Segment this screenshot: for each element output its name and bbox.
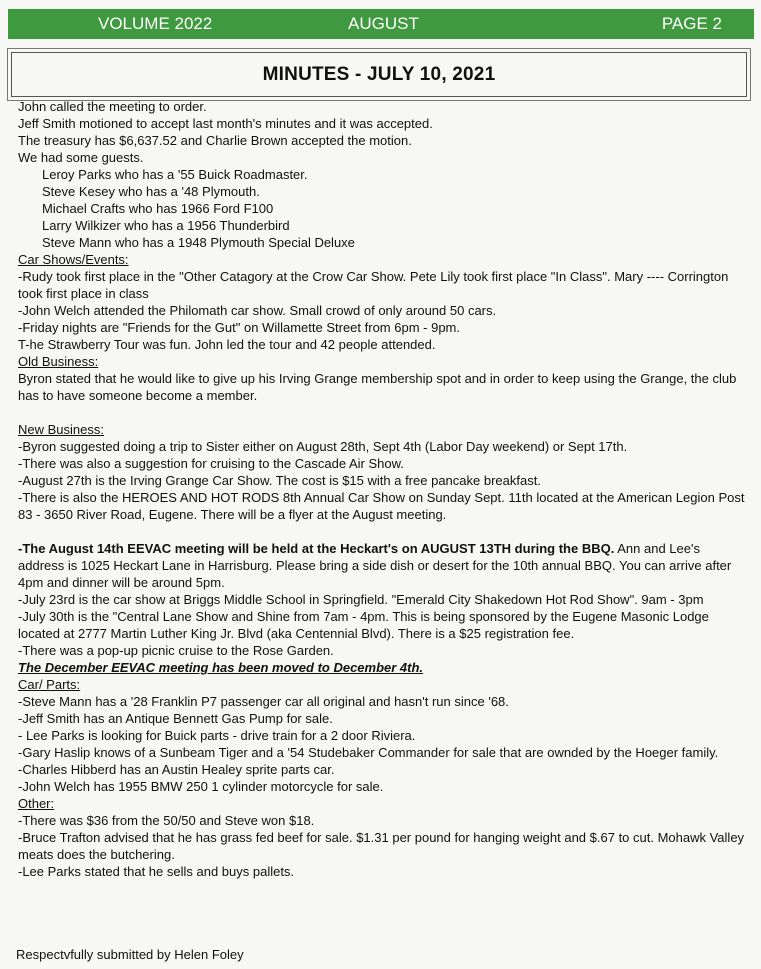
other-item: -There was $36 from the 50/50 and Steve won $18.: [18, 813, 315, 828]
new-business-item: -There is also the HEROES AND HOT RODS 8th Annual Car Show on Sunday Sept. 11th located at the American Legion Post 83 - 3650 River Road, Eugene. There will be a flyer at the August meeting.: [18, 490, 745, 522]
minutes-title-box: [11, 52, 747, 97]
minutes-body: [18, 98, 748, 880]
opening-line: John called the meeting to order.: [18, 99, 207, 114]
car-parts-item: -Jeff Smith has an Antique Bennett Gas Pump for sale.: [18, 711, 333, 726]
volume-label: VOLUME 2022: [98, 14, 213, 33]
car-parts-heading: Car/ Parts:: [18, 677, 81, 692]
car-parts-item: -John Welch has 1955 BMW 250 1 cylinder motorcycle for sale.: [18, 779, 384, 794]
bbq-details: Ann and Lee's address is 1025 Heckart Lane in Harrisburg. Please bring a side dish or desert for the 10th annual BBQ. You can arrive after 4pm and dinner will be around 5pm.: [18, 541, 732, 590]
guest-item: Leroy Parks who has a '55 Buick Roadmaster.: [42, 167, 308, 182]
new-business-item: -There was a pop-up picnic cruise to the Rose Garden.: [18, 643, 334, 658]
other-heading: Other:: [18, 796, 55, 811]
opening-line: Jeff Smith motioned to accept last month's minutes and it was accepted.: [18, 116, 433, 131]
new-business-item: -July 23rd is the car show at Briggs Middle School in Springfield. "Emerald City Shakedown Hot Rod Show". 9am - 3pm: [18, 592, 704, 607]
guest-item: Steve Mann who has a 1948 Plymouth Special Deluxe: [42, 235, 355, 250]
car-show-item: -John Welch attended the Philomath car show. Small crowd of only around 50 cars.: [18, 303, 497, 318]
old-business-text: Byron stated that he would like to give up his Irving Grange membership spot and in order to keep using the Grange, the club has to have someone become a member.: [18, 371, 737, 403]
car-show-item: T-he Strawberry Tour was fun. John led the tour and 42 people attended.: [18, 337, 436, 352]
car-show-item: -Rudy took first place in the "Other Catagory at the Crow Car Show. Pete Lily took first place "In Class". Mary ---- Corrington took first place in class: [18, 269, 729, 301]
bbq-announcement: [18, 540, 748, 591]
other-item: -Lee Parks stated that he sells and buys pallets.: [18, 864, 295, 879]
car-parts-item: -Steve Mann has a '28 Franklin P7 passenger car all original and hasn't run since '68.: [18, 694, 509, 709]
signature-line: Respectvfully submitted by Helen Foley: [16, 947, 244, 962]
newsletter-header-bar: [8, 9, 754, 39]
guest-item: Steve Kesey who has a '48 Plymouth.: [42, 184, 260, 199]
bbq-bold-text: -The August 14th EEVAC meeting will be held at the Heckart's on AUGUST 13TH during the BBQ.: [18, 541, 615, 556]
opening-line: The treasury has $6,637.52 and Charlie Brown accepted the motion.: [18, 133, 412, 148]
car-parts-item: -Gary Haslip knows of a Sunbeam Tiger and a '54 Studebaker Commander for sale that are ownded by the Hoeger family.: [18, 745, 719, 760]
december-meeting-note: The December EEVAC meeting has been moved to December 4th.: [18, 660, 424, 675]
opening-line: We had some guests.: [18, 150, 144, 165]
spacer: [18, 404, 748, 421]
other-item: -Bruce Trafton advised that he has grass fed beef for sale. $1.31 per pound for hanging weight and $.67 to cut. Mohawk Valley meats does the butchering.: [18, 830, 745, 862]
spacer: [18, 523, 748, 540]
page-title: MINUTES - JULY 10, 2021: [262, 64, 496, 85]
page-number-label: PAGE 2: [661, 14, 722, 33]
old-business-heading: Old Business:: [18, 354, 99, 369]
car-parts-item: - Lee Parks is looking for Buick parts - drive train for a 2 door Riviera.: [18, 728, 416, 743]
new-business-item: -July 30th is the "Central Lane Show and Shine from 7am - 4pm. This is being sponsored by the Eugene Masonic Lodge located at 2777 Martin Luther King Jr. Blvd (aka Centennial Blvd). There is a $25 registration fee.: [18, 609, 709, 641]
guest-item: Michael Crafts who has 1966 Ford F100: [42, 201, 274, 216]
month-label: AUGUST: [348, 14, 419, 33]
new-business-item: -There was also a suggestion for cruising to the Cascade Air Show.: [18, 456, 404, 471]
new-business-item: -August 27th is the Irving Grange Car Show. The cost is $15 with a free pancake breakfast.: [18, 473, 541, 488]
car-shows-heading: Car Shows/Events:: [18, 252, 129, 267]
car-show-item: -Friday nights are "Friends for the Gut" on Willamette Street from 6pm - 9pm.: [18, 320, 460, 335]
new-business-heading: New Business:: [18, 422, 104, 437]
guest-item: Larry Wilkizer who has a 1956 Thunderbird: [42, 218, 290, 233]
car-parts-item: -Charles Hibberd has an Austin Healey sprite parts car.: [18, 762, 335, 777]
new-business-item: -Byron suggested doing a trip to Sister either on August 28th, Sept 4th (Labor Day weekend) or Sept 17th.: [18, 439, 628, 454]
